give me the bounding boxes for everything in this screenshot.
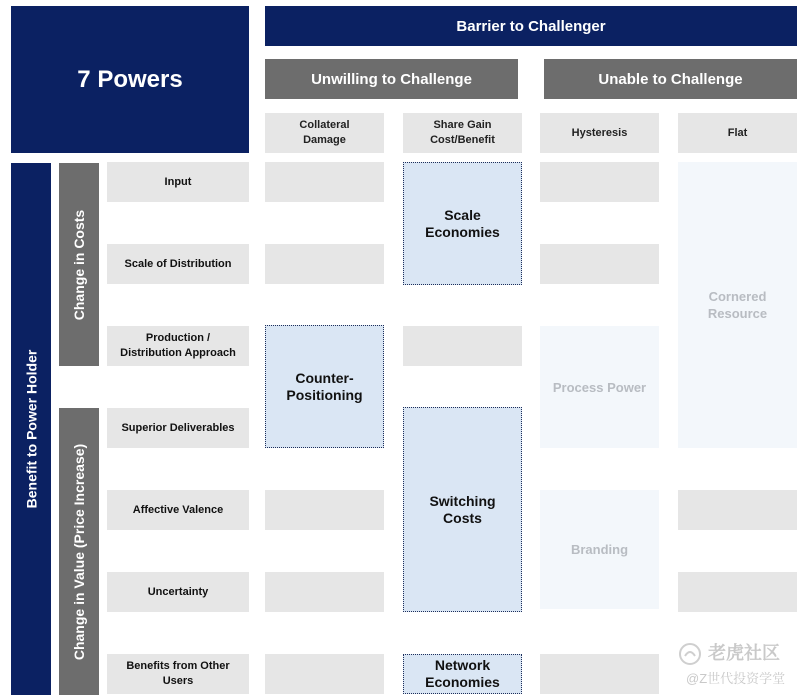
- watermark-text-sub: @Z世代投资学堂: [686, 671, 786, 686]
- side-label-change-in-value: [59, 408, 99, 695]
- grid-cell: [540, 162, 659, 202]
- side-label-benefit-text: Benefit to Power Holder: [23, 349, 39, 509]
- column-header-flat: Flat: [678, 113, 797, 153]
- power-cornered-resource: Cornered Resource: [678, 162, 797, 448]
- grid-cell: [678, 490, 797, 530]
- power-switching-costs: Switching Costs: [403, 407, 522, 612]
- power-network-economies: Network Economies: [403, 654, 522, 694]
- side-label-change-in-costs: [59, 163, 99, 366]
- header-unable-to-challenge: Unable to Challenge: [544, 59, 797, 99]
- row-label-superior-deliverables: Superior Deliverables: [107, 408, 249, 448]
- grid-cell: [403, 326, 522, 366]
- watermark-text-main: 老虎社区: [708, 643, 780, 663]
- power-process-power: Process Power: [540, 326, 659, 448]
- power-scale-economies: Scale Economies: [403, 162, 522, 285]
- row-label-benefits-from-other-users: Benefits from Other Users: [107, 654, 249, 694]
- watermark-logo-icon: [678, 642, 702, 666]
- power-branding: Branding: [540, 490, 659, 609]
- row-label-affective-valence: Affective Valence: [107, 490, 249, 530]
- column-header-share-gain: Share Gain Cost/Benefit: [403, 113, 522, 153]
- row-label-production-distribution: Production / Distribution Approach: [107, 326, 249, 366]
- grid-cell: [540, 244, 659, 284]
- power-counter-positioning: Counter- Positioning: [265, 325, 384, 448]
- grid-cell: [265, 572, 384, 612]
- diagram-title: 7 Powers: [11, 6, 249, 153]
- side-label-costs-text: Change in Costs: [71, 209, 87, 320]
- watermark: [678, 640, 802, 696]
- column-header-collateral-damage: Collateral Damage: [265, 113, 384, 153]
- column-header-hysteresis: Hysteresis: [540, 113, 659, 153]
- row-label-uncertainty: Uncertainty: [107, 572, 249, 612]
- side-label-value-text: Change in Value (Price Increase): [71, 443, 87, 660]
- grid-cell: [265, 490, 384, 530]
- grid-cell: [678, 572, 797, 612]
- grid-cell: [265, 654, 384, 694]
- side-label-benefit-to-power-holder: [11, 163, 51, 695]
- row-label-scale-of-distribution: Scale of Distribution: [107, 244, 249, 284]
- header-unwilling-to-challenge: Unwilling to Challenge: [265, 59, 518, 99]
- grid-cell: [265, 162, 384, 202]
- grid-cell: [540, 654, 659, 694]
- grid-cell: [265, 244, 384, 284]
- header-barrier-to-challenger: Barrier to Challenger: [265, 6, 797, 46]
- row-label-input: Input: [107, 162, 249, 202]
